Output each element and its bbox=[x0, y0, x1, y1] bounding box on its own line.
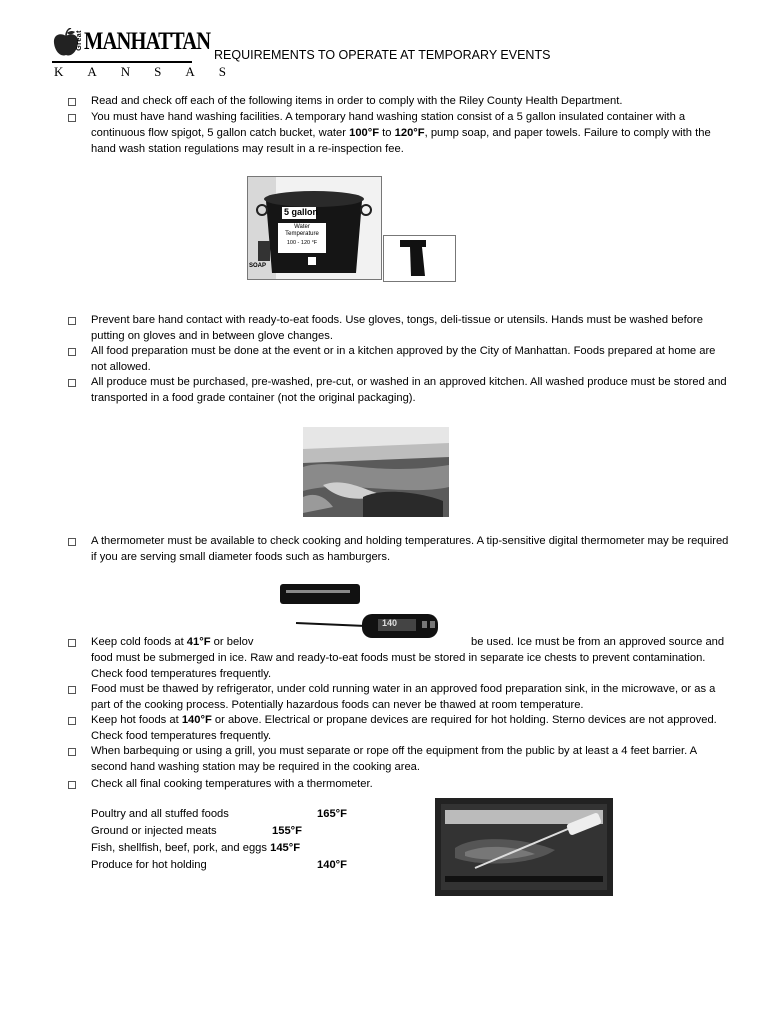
requirement-item: All produce must be purchased, pre-washed, pre-cut, or washed in an approved kitchen. All washed produce must be stored and transported in a food grade container (not the original packaging). bbox=[91, 376, 727, 404]
temp-row: Poultry and all stuffed foods 165°F bbox=[91, 808, 347, 820]
checkbox-item-11[interactable] bbox=[68, 781, 76, 789]
produce-washing-photo bbox=[303, 427, 449, 517]
checkbox-item-8[interactable] bbox=[68, 686, 76, 694]
temp-row: Produce for hot holding 140°F bbox=[91, 859, 347, 871]
handwash-container-photo bbox=[247, 176, 382, 280]
checkbox-item-9[interactable] bbox=[68, 717, 76, 725]
manhattan-logo bbox=[52, 26, 251, 79]
thermometer-readout: 140 bbox=[382, 618, 398, 628]
requirement-item: Food must be thawed by refrigerator, under cold running water in an approved food preparation sink, in the microwave, or as a part of the cooking process. Potentially hazardous foods can never be thawed at room temperature. bbox=[91, 683, 716, 711]
checkbox-item-10[interactable] bbox=[68, 748, 76, 756]
grill-thermometer-photo bbox=[435, 798, 613, 896]
temp-row: Ground or injected meats 155°F bbox=[91, 825, 302, 837]
checkbox-item-5[interactable] bbox=[68, 379, 76, 387]
checkbox-item-7[interactable] bbox=[68, 639, 76, 647]
checkbox-item-4[interactable] bbox=[68, 348, 76, 356]
checkbox-item-1[interactable] bbox=[68, 98, 76, 106]
requirement-item-start: Keep cold foods at 41°F or belov bbox=[91, 636, 254, 648]
container-range-label: 100 - 120 °F bbox=[286, 240, 318, 246]
spigot-photo bbox=[383, 235, 456, 282]
digital-thermometer-photo bbox=[276, 582, 451, 642]
logo-great-text: Great bbox=[76, 30, 83, 51]
checkbox-item-2[interactable] bbox=[68, 114, 76, 122]
soap-label: SOAP bbox=[249, 263, 267, 269]
requirement-item: Read and check off each of the following items in order to comply with the Riley County Health Department. bbox=[91, 95, 623, 107]
requirement-item: When barbequing or using a grill, you must separate or rope off the equipment from the public by at least a 4 feet barrier. A second hand washing station may be required in the cooking area. bbox=[91, 745, 697, 773]
page-title: REQUIREMENTS TO OPERATE AT TEMPORARY EVENTS bbox=[214, 48, 551, 62]
logo-divider bbox=[52, 61, 192, 63]
container-sub-label: Water Temperature bbox=[285, 224, 319, 237]
checkbox-item-6[interactable] bbox=[68, 538, 76, 546]
requirement-item: You must have hand washing facilities. A temporary hand washing station consist of a 5 gallon insulated container with a continuous flow spigot, 5 gallon catch bucket, water 100°F to 120°F, pump soap, and paper towels. Failure to comply with the hand wash station regulations may result in a re-inspection fee. bbox=[91, 111, 711, 155]
container-label: 5 gallon bbox=[284, 207, 319, 217]
logo-state-text: KANSAS bbox=[54, 64, 251, 79]
cooking-temperatures bbox=[91, 806, 347, 874]
checkbox-item-3[interactable] bbox=[68, 317, 76, 325]
requirement-item: Keep hot foods at 140°F or above. Electrical or propane devices are required for hot holding. Sterno devices are not approved. Check food temperatures frequently. bbox=[91, 714, 717, 742]
requirement-item: Check all final cooking temperatures with a thermometer. bbox=[91, 778, 373, 790]
requirement-item: Prevent bare hand contact with ready-to-eat foods. Use gloves, tongs, deli-tissue or utensils. Hands must be washed before putting on gloves and in between glove changes. bbox=[91, 314, 703, 342]
temp-row: Fish, shellfish, beef, pork, and eggs 145°F bbox=[91, 842, 301, 854]
logo-city-text: MANHATTAN bbox=[84, 28, 211, 55]
requirement-item: A thermometer must be available to check cooking and holding temperatures. A tip-sensitive digital thermometer may be required if you are serving small diameter foods such as hamburgers. bbox=[91, 535, 729, 563]
requirement-item-rest: be used. Ice must be from an approved source and food must be submerged in ice. Raw and ready-to-eat foods must be stored in separate ice chests to prevent contamination. Check food temperatures frequently. bbox=[91, 636, 725, 680]
requirement-item: All food preparation must be done at the event or in a kitchen approved by the City of Manhattan. Foods prepared at home are not allowed. bbox=[91, 345, 716, 373]
